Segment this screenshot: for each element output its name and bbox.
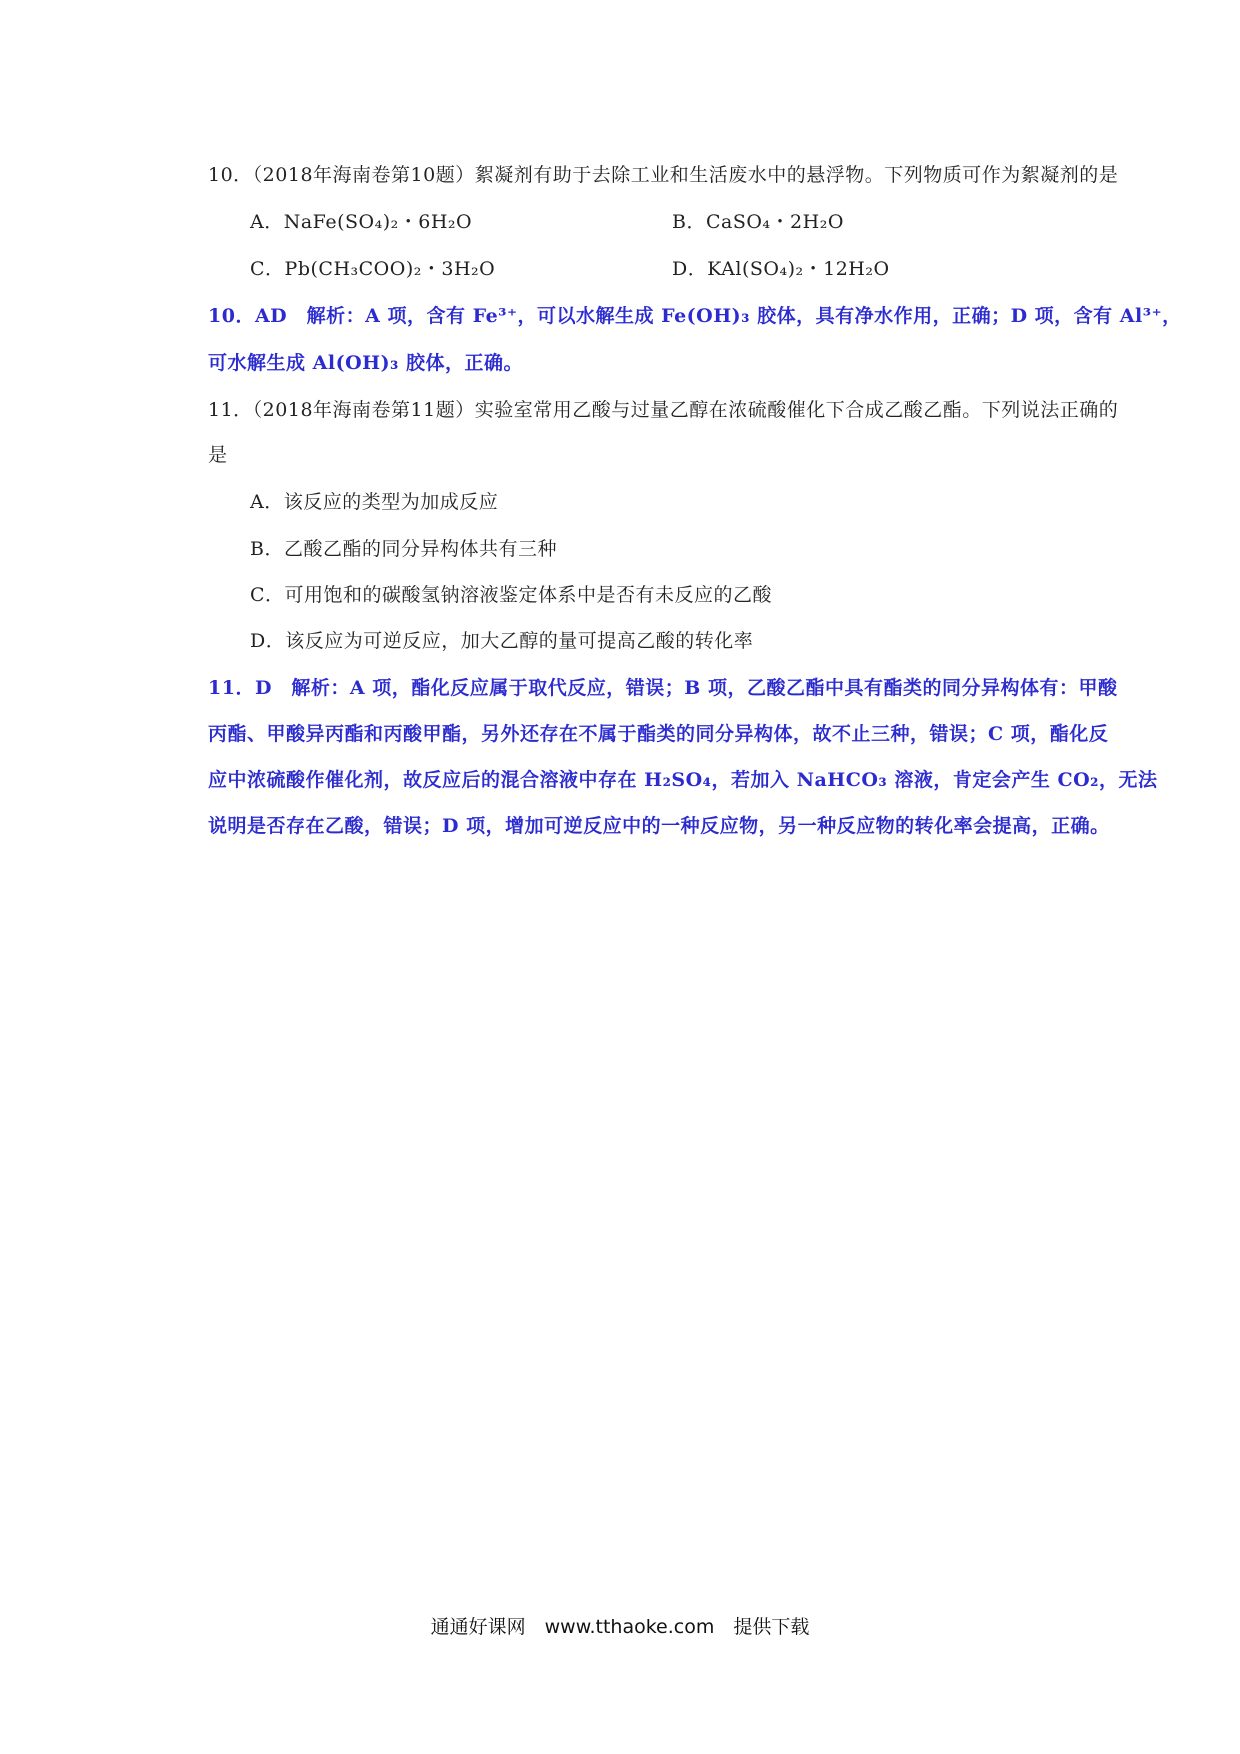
q10-option-d	[672, 257, 890, 281]
q10-option-c-label: C．	[250, 258, 285, 280]
q11-option-b: B．乙酸乙酯的同分异构体共有三种	[250, 538, 557, 560]
q11-answer-line-2: 丙酯、甲酸异丙酯和丙酸甲酯，另外还存在不属于酯类的同分异构体，故不止三种，错误；C 项，酯化反	[208, 723, 1109, 745]
q10-option-b	[672, 210, 844, 234]
q11-option-d: D．该反应为可逆反应，加大乙醇的量可提高乙酸的转化率	[250, 630, 754, 652]
q10-option-d-label: D．	[672, 258, 708, 280]
q10-stem: 10．（2018年海南卷第10题）絮凝剂有助于去除工业和生活废水中的悬浮物。下列物质可作为絮凝剂的是	[208, 164, 1119, 186]
q10-option-a	[250, 210, 472, 234]
q11-answer-line-3: 应中浓硫酸作催化剂，故反应后的混合溶液中存在 H₂SO₄，若加入 NaHCO₃ 溶液，肯定会产生 CO₂，无法	[208, 769, 1158, 791]
q11-option-c: C．可用饱和的碳酸氢钠溶液鉴定体系中是否有未反应的乙酸	[250, 584, 773, 606]
q10-option-c	[250, 257, 495, 281]
q11-stem-line-2: 是	[208, 444, 228, 466]
q10-option-b-formula: CaSO₄・2H₂O	[705, 211, 844, 233]
q10-option-d-formula: KAl(SO₄)₂・12H₂O	[707, 258, 890, 280]
q11-answer-line-4: 说明是否存在乙酸，错误；D 项，增加可逆反应中的一种反应物，另一种反应物的转化率会提高，正确。	[208, 815, 1110, 837]
q10-option-a-label: A．	[250, 211, 284, 233]
q10-option-b-label: B．	[672, 211, 706, 233]
q11-answer-line-1: 11．D 解析：A 项，酯化反应属于取代反应，错误；B 项，乙酸乙酯中具有酯类的同分异构体有：甲酸	[208, 677, 1118, 699]
q10-answer-line-2: 可水解生成 Al(OH)₃ 胶体，正确。	[208, 352, 523, 374]
q11-stem-line-1: 11．（2018年海南卷第11题）实验室常用乙酸与过量乙醇在浓硫酸催化下合成乙酸乙酯。下列说法正确的	[208, 399, 1119, 421]
q11-option-a: A．该反应的类型为加成反应	[250, 491, 499, 513]
q10-option-a-formula: NaFe(SO₄)₂・6H₂O	[283, 211, 473, 233]
q10-option-c-formula: Pb(CH₃COO)₂・3H₂O	[284, 258, 496, 280]
q10-answer-line-1: 10．AD 解析：A 项，含有 Fe³⁺，可以水解生成 Fe(OH)₃ 胶体，具有净水作用，正确；D 项，含有 Al³⁺，	[208, 305, 1182, 327]
footer-credit: 通通好课网 www.tthaoke.com 提供下载	[430, 1616, 810, 1638]
